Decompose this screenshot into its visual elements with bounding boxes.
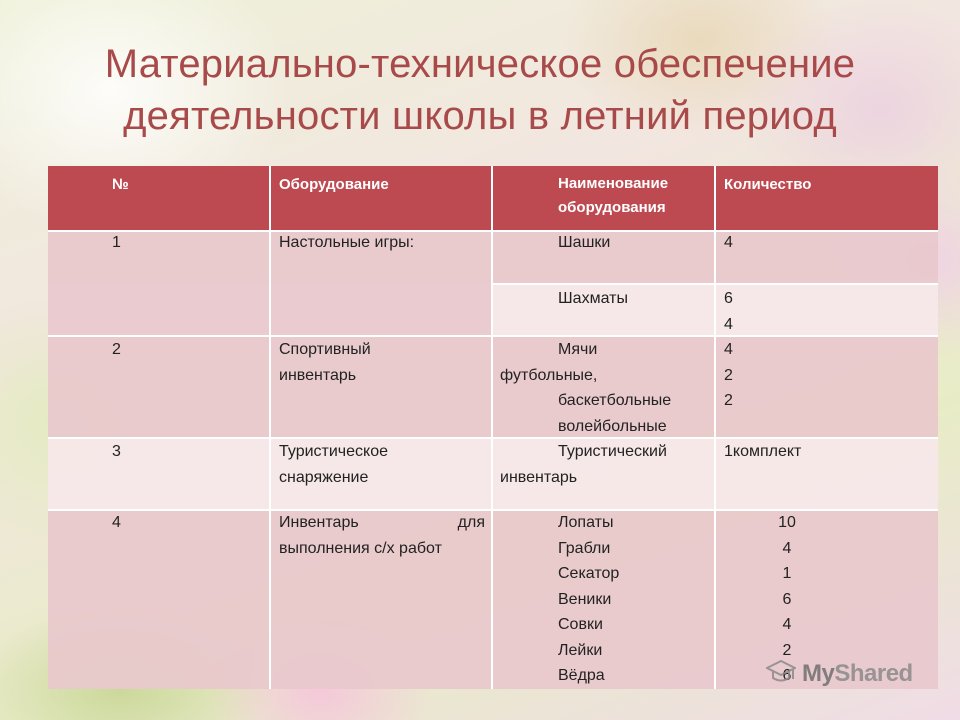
mortarboard-icon — [766, 659, 796, 690]
title-line-2: деятельности школы в летний период — [123, 94, 837, 138]
row-3-name: Туристический инвентарь — [500, 443, 667, 486]
row-1-number: 1 — [112, 234, 121, 251]
row-2-quantity: 4 2 2 — [724, 341, 733, 409]
row-divider — [48, 230, 938, 232]
row-divider — [48, 335, 938, 337]
row-4-name: Лопаты Грабли Секатор Веники Совки Лейки Вёдра — [558, 514, 620, 684]
row-1-equipment: Настольные игры: — [279, 234, 415, 251]
row-1b-name: Шахматы — [558, 290, 628, 307]
myshared-watermark — [766, 656, 913, 692]
watermark-text: MyShared — [802, 660, 913, 687]
row-4-number: 4 — [112, 514, 121, 531]
row-divider — [492, 283, 938, 285]
column-divider — [491, 166, 493, 689]
header-number: № — [112, 176, 129, 193]
slide-title — [40, 38, 920, 142]
equipment-table — [48, 166, 938, 689]
header-equipment: Оборудование — [279, 176, 389, 193]
row-4-quantity: 10 4 1 6 4 2 6 — [778, 514, 796, 684]
row-2-name: Мячи футбольные, баскетбольные волейбольные — [500, 341, 672, 435]
row-3-equipment: Туристическое снаряжение — [279, 443, 389, 486]
column-divider — [714, 166, 716, 689]
row-1b-quantity: 6 4 — [724, 290, 733, 333]
row-1a-name: Шашки — [558, 234, 611, 251]
row-3-number: 3 — [112, 443, 121, 460]
row-3-quantity: 1комплект — [724, 443, 802, 460]
row-1a-quantity: 4 — [724, 234, 733, 251]
column-divider — [269, 166, 271, 689]
row-4-equipment: Инвентарь для выполнения с/х работ — [279, 514, 485, 557]
table-row — [48, 438, 938, 510]
header-quantity: Количество — [724, 176, 812, 193]
row-divider — [48, 509, 938, 511]
header-equipment-name: Наименование оборудования — [558, 175, 669, 216]
table-row — [48, 230, 938, 284]
row-2-equipment: Спортивный инвентарь — [279, 341, 371, 384]
row-2-number: 2 — [112, 341, 121, 358]
row-divider — [48, 437, 938, 439]
title-line-1: Материально-техническое обеспечение — [104, 42, 856, 86]
table-row — [48, 336, 938, 438]
